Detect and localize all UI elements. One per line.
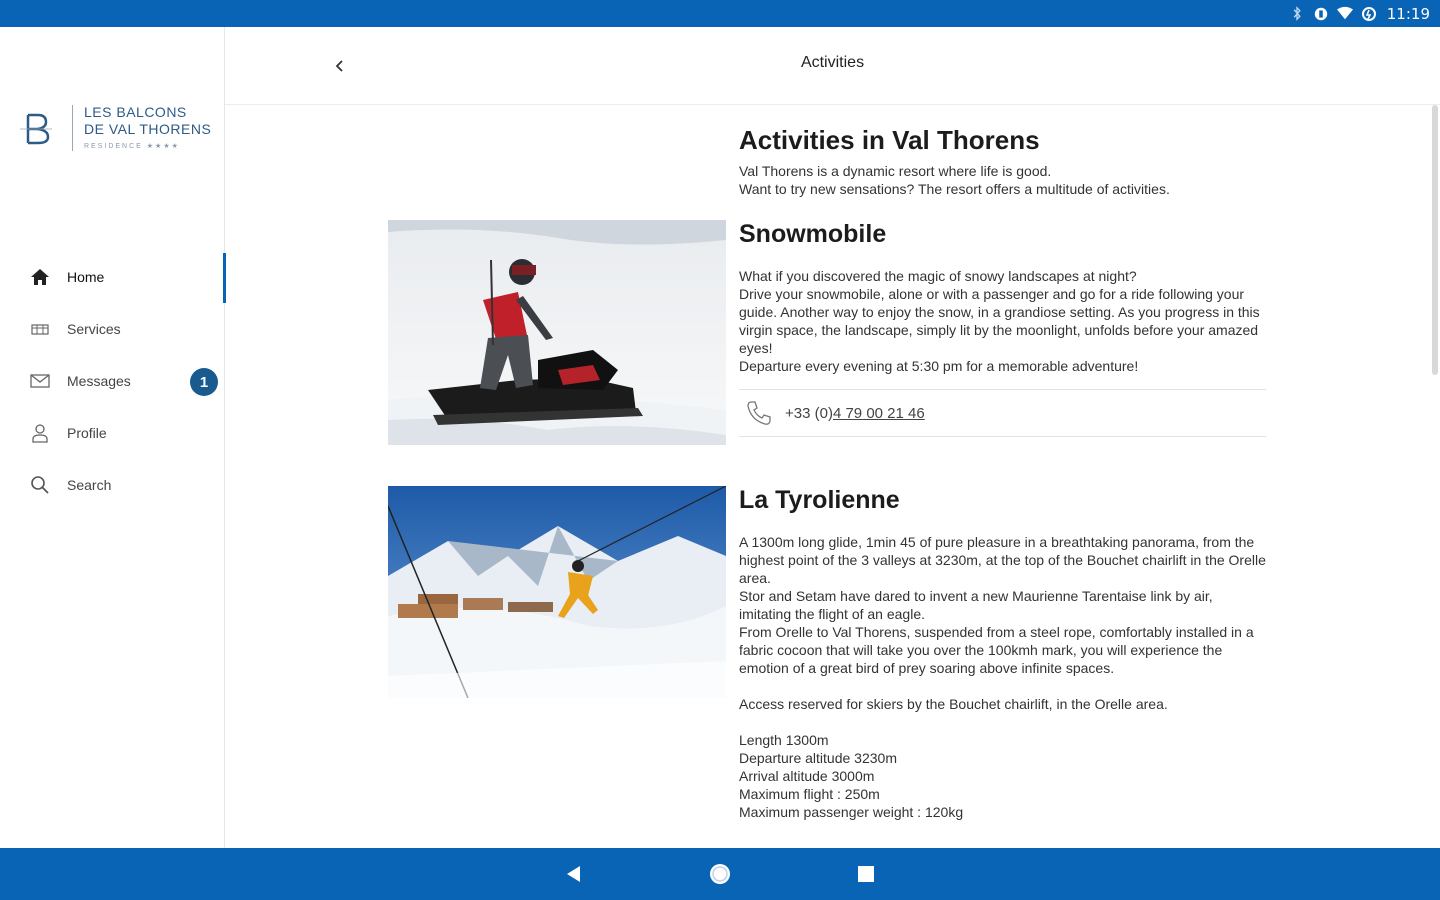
- sidebar-item-search[interactable]: [0, 459, 225, 511]
- sidebar-item-label: Messages: [67, 373, 131, 389]
- activity-title: Snowmobile: [739, 220, 887, 248]
- scrollbar[interactable]: [1432, 105, 1438, 375]
- bluetooth-icon: [1289, 6, 1305, 22]
- sidebar: [0, 27, 225, 848]
- services-icon: [30, 319, 50, 339]
- vibrate-icon: [1313, 6, 1329, 22]
- phone-prefix: +33 (0): [785, 404, 833, 422]
- messages-badge: 1: [190, 368, 218, 396]
- sidebar-item-label: Search: [67, 477, 112, 493]
- snowmobile-image: [388, 220, 726, 445]
- wifi-icon: [1337, 6, 1353, 22]
- user-icon: [30, 423, 50, 443]
- sidebar-item-profile[interactable]: [0, 407, 225, 459]
- activity-description: What if you discovered the magic of snowy landscapes at night? Drive your snowmobile, alone or with a passenger and go for a ride following your guide. Another way to enjoy the snow, in a grandiose setting. As you progress in this virgin space, the landscape, simply lit by the moonlight, unfolds before your amazed eyes! Departure every evening at 5:30 pm for a memorable adventure!: [739, 268, 1260, 374]
- recents-square-icon[interactable]: [853, 861, 879, 887]
- mail-icon: [30, 371, 50, 391]
- tyrolienne-image: [388, 486, 726, 698]
- status-bar: [0, 0, 1440, 27]
- activity-body: [739, 220, 1266, 437]
- search-icon: [30, 475, 50, 495]
- activity-card: [388, 220, 1268, 460]
- phone-link[interactable]: 4 79 00 21 46: [832, 404, 925, 422]
- logo-line2: DE VAL THORENS: [84, 121, 212, 137]
- sidebar-menu: [0, 251, 225, 511]
- sidebar-item-label: Services: [67, 321, 121, 337]
- page-title: Activities: [800, 54, 865, 71]
- main-content[interactable]: [225, 105, 1440, 848]
- app-header: [225, 27, 1440, 105]
- sidebar-item-label: Home: [67, 269, 105, 285]
- battery-icon: [1361, 6, 1377, 22]
- section-intro: Val Thorens is a dynamic resort where life is good. Want to try new sensations? The resort offers a multitude of activities.: [739, 163, 1170, 197]
- activity-title: La Tyrolienne: [739, 486, 900, 514]
- section-title: Activities in Val Thorens: [739, 125, 1040, 155]
- sidebar-item-label: Profile: [67, 425, 107, 441]
- home-circle-icon[interactable]: [707, 861, 733, 887]
- sidebar-item-messages[interactable]: [0, 355, 225, 407]
- back-triangle-icon[interactable]: [561, 861, 587, 887]
- activity-body: [739, 486, 1266, 821]
- phone-row[interactable]: [739, 389, 1266, 437]
- logo-b-mark: [20, 109, 52, 149]
- logo-line3: RESIDENCE ★★★★: [84, 143, 180, 150]
- logo-divider: [72, 105, 73, 151]
- activity-description: A 1300m long glide, 1min 45 of pure pleasure in a breathtaking panorama, from the highest point of the 3 valleys at 3230m, at the top of the Bouchet chairlift in the Orelle area. Stor and Setam have dared to invent a new Maurienne Tarentaise link by air, imitating the flight of an eagle. From Orelle to Val Thorens, suspended from a steel rope, comfortably installed in a fabric cocoon that will take you over the 100kmh mark, you will experience the emotion of a great bird of prey soaring above infinite spaces. Access reserved for skiers by the Bouchet chairlift, in the Orelle area. Length 1300m Departure altitude 3230m Arrival altitude 3000m Maximum flight : 250m Maximum passenger weight : 120kg: [739, 534, 1266, 820]
- sidebar-item-home[interactable]: [0, 251, 225, 303]
- system-nav-bar: [0, 848, 1440, 900]
- phone-icon: [745, 399, 773, 427]
- activity-card: [388, 486, 1268, 846]
- status-time: 11:19: [1386, 4, 1430, 23]
- home-icon: [30, 267, 50, 287]
- phone-number[interactable]: [785, 405, 925, 422]
- logo: [0, 101, 225, 161]
- logo-line1: LES BALCONS: [84, 104, 187, 120]
- sidebar-item-services[interactable]: [0, 303, 225, 355]
